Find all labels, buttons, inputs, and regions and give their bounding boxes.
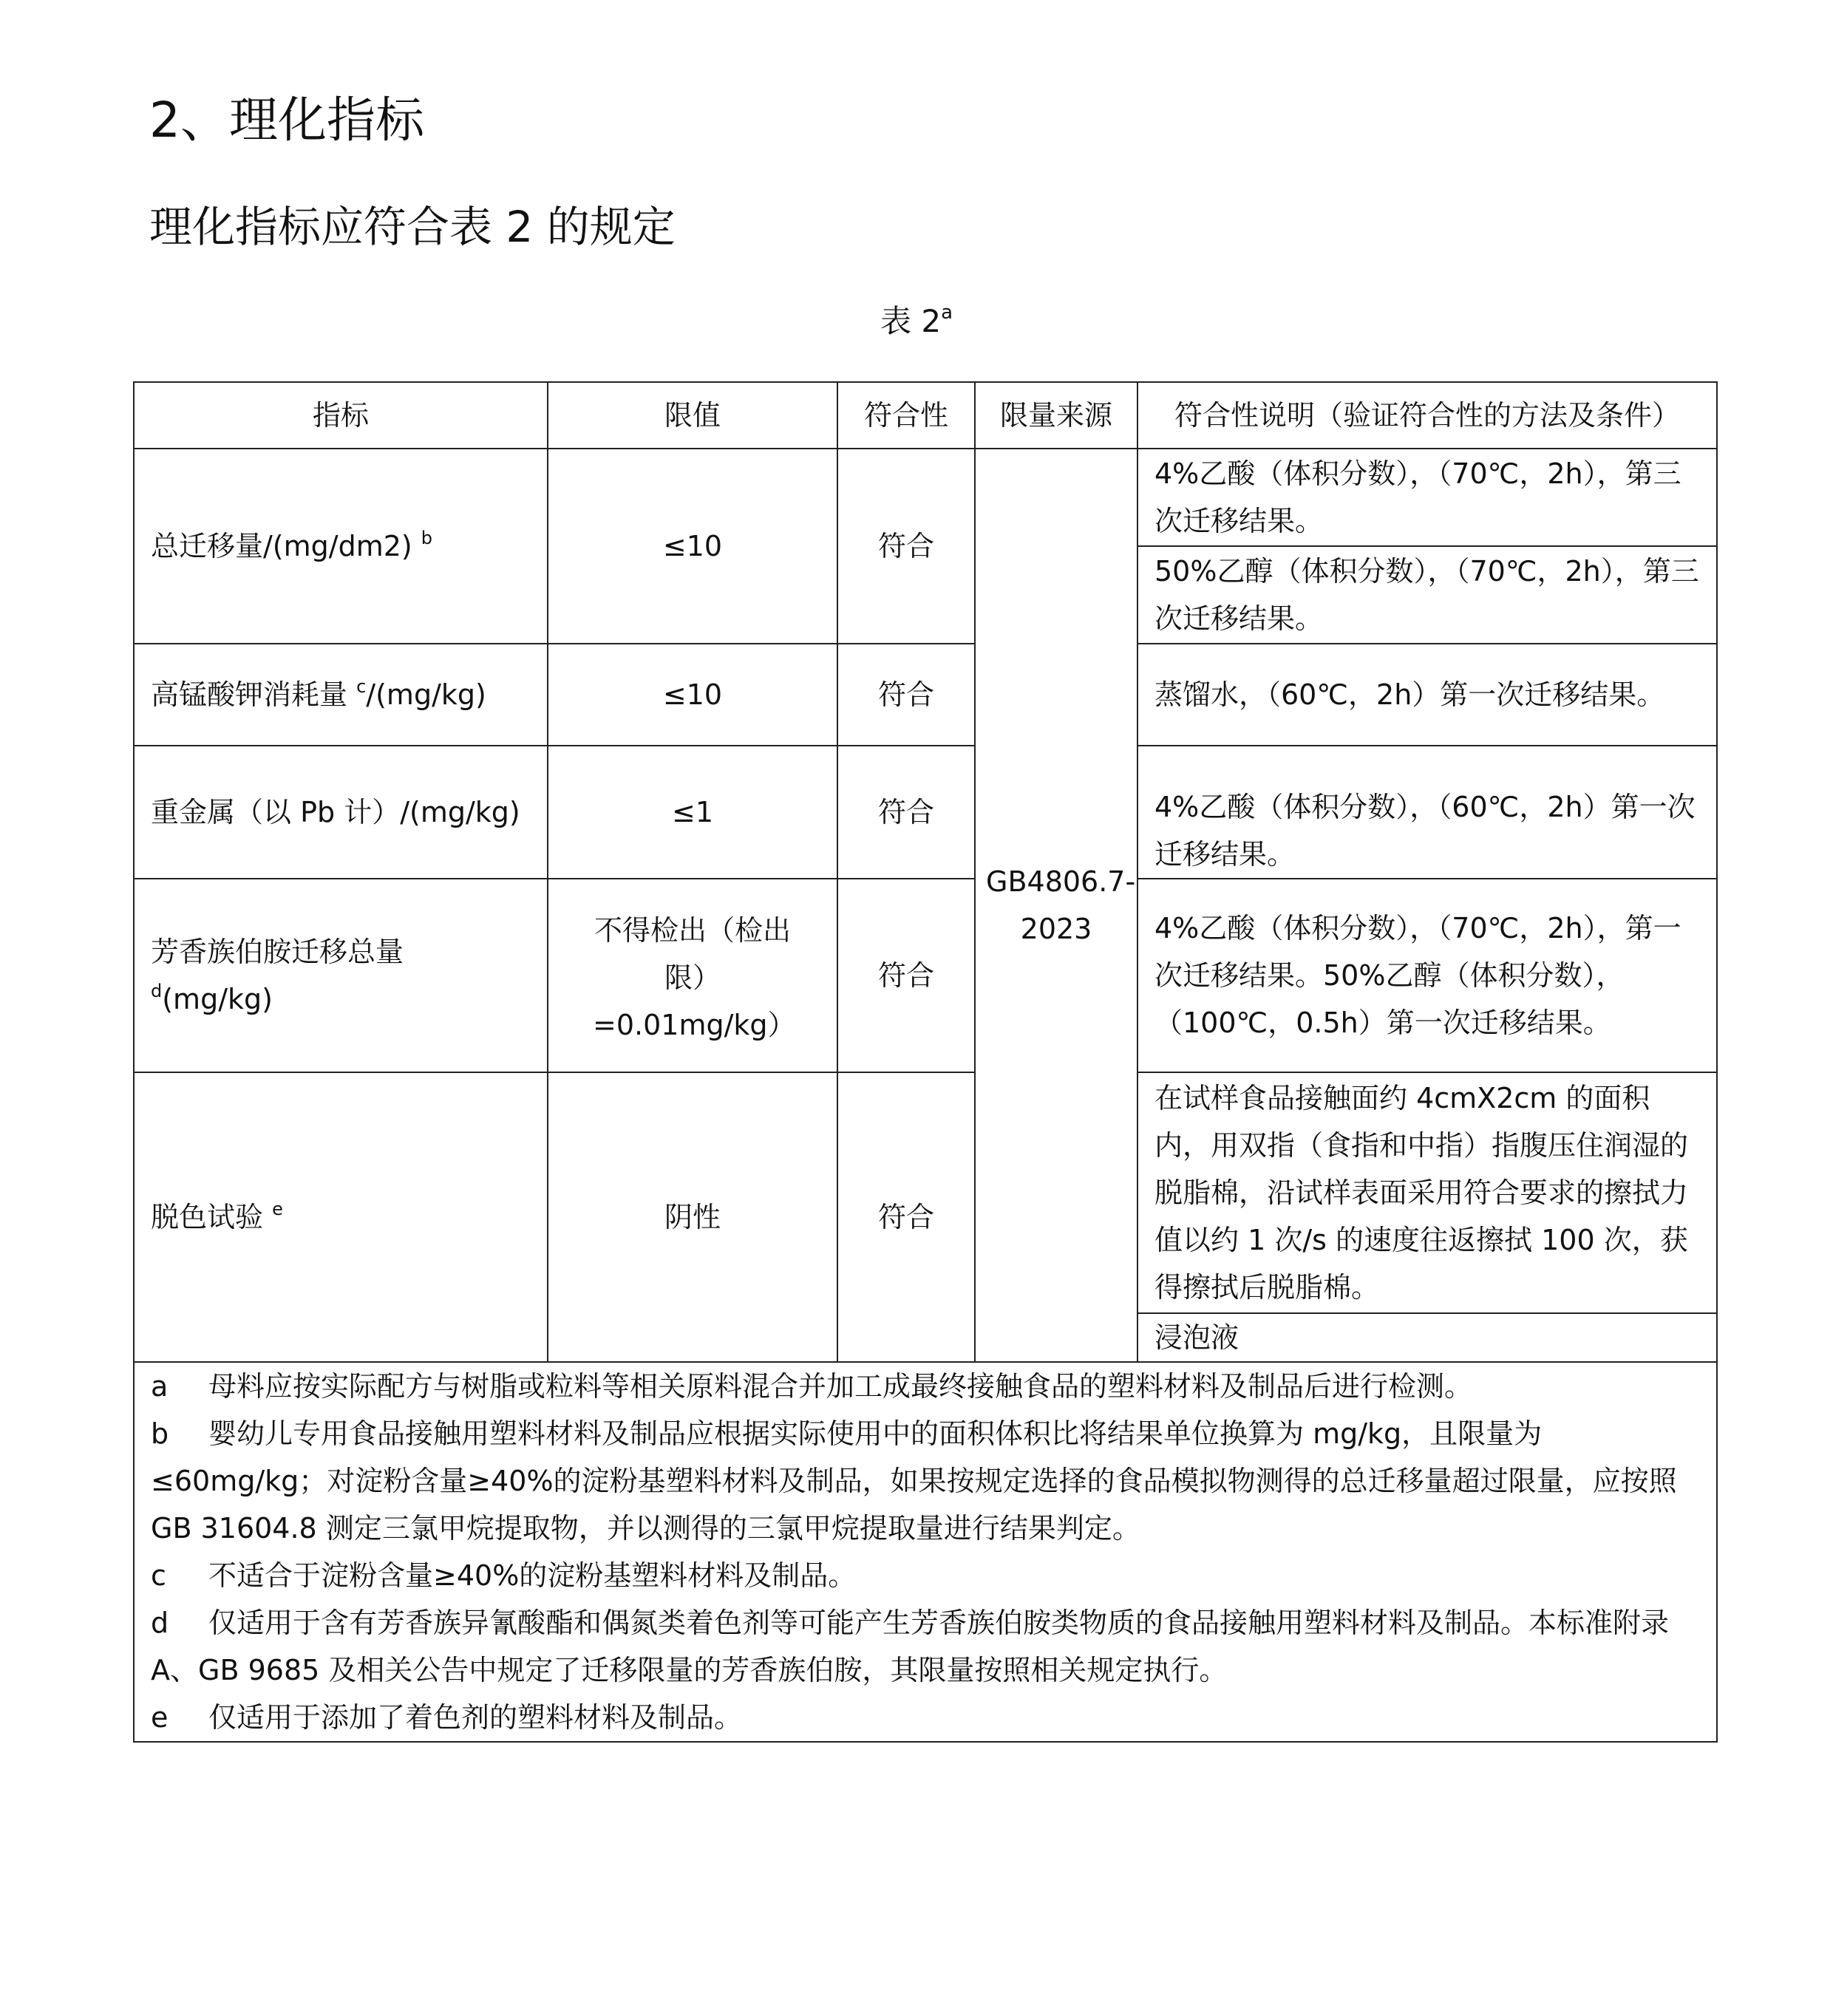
indicator-cell: 总迁移量/(mg/dm2) $^b$ [134, 449, 548, 644]
indicator-cell: 高锰酸钾消耗量 $^c$/(mg/kg) [134, 644, 548, 746]
limit-cell: ≤1 [548, 746, 837, 879]
limit-cell: ≤10 [548, 644, 837, 746]
description-cell: 50%乙醇（体积分数），（70℃，2h），第三次迁移结果。 [1137, 546, 1717, 644]
header-description: 符合性说明（验证符合性的方法及条件） [1137, 382, 1717, 449]
header-compliance: 符合性 [837, 382, 975, 449]
table-row [134, 449, 1717, 546]
header-limit: 限值 [548, 382, 837, 449]
indicator-cell: 脱色试验 $^e$ [134, 1072, 548, 1362]
table-row [134, 746, 1717, 879]
table-caption [0, 296, 1833, 347]
footnote-c: c 不适合于淀粉含量≥40%的淀粉基塑料材料及制品。 [151, 1559, 857, 1592]
compliance-cell: 符合 [837, 1072, 975, 1362]
header-indicator: 指标 [134, 382, 548, 449]
description-cell: 蒸馏水，（60℃，2h）第一次迁移结果。 [1137, 644, 1717, 746]
limit-cell: 不得检出（检出限）=0.01mg/kg） [548, 879, 837, 1072]
limit-cell: 阴性 [548, 1072, 837, 1362]
description-cell: 4%乙酸（体积分数），（60℃，2h）第一次迁移结果。 [1137, 746, 1717, 879]
indicator-cell: 重金属（以 Pb 计）/(mg/kg) [134, 746, 548, 879]
compliance-cell: 符合 [837, 449, 975, 644]
section-subheading: 理化指标应符合表 2 的规定 [149, 202, 676, 252]
table-caption-sup: a [941, 302, 953, 324]
source-cell: GB4806.7-2023 [975, 449, 1137, 1362]
description-cell: 在试样食品接触面约 4cmX2cm 的面积内，用双指（食指和中指）指腹压住润湿的脱脂棉，沿试样表面采用符合要求的擦拭力值以约 1 次/s 的速度往返擦拭 100 次，获得擦拭后脱脂棉。 [1137, 1072, 1717, 1313]
section-heading: 2、理化指标 [149, 92, 424, 149]
spec-table [133, 381, 1718, 1743]
table-row [134, 644, 1717, 746]
limit-cell: ≤10 [548, 449, 837, 644]
compliance-cell: 符合 [837, 746, 975, 879]
header-source: 限量来源 [975, 382, 1137, 449]
table-caption-text: 表 2 [880, 303, 942, 339]
compliance-cell: 符合 [837, 879, 975, 1072]
description-cell: 4%乙酸（体积分数），（70℃，2h），第一次迁移结果。50%乙醇（体积分数），（100℃，0.5h）第一次迁移结果。 [1137, 879, 1717, 1072]
compliance-cell: 符合 [837, 644, 975, 746]
footnotes-row [134, 1362, 1717, 1742]
footnote-e: e 仅适用于添加了着色剂的塑料材料及制品。 [151, 1701, 743, 1734]
indicator-cell: 芳香族伯胺迁移总量 $^d$(mg/kg) [134, 879, 548, 1072]
description-cell: 4%乙酸（体积分数），（70℃，2h），第三次迁移结果。 [1137, 449, 1717, 546]
table-row [134, 1072, 1717, 1313]
footnote-a: a 母料应按实际配方与树脂或粒料等相关原料混合并加工成最终接触食品的塑料材料及制品后进行检测。 [151, 1370, 1473, 1403]
table-header-row [134, 382, 1717, 449]
footnotes-cell [134, 1362, 1717, 1742]
description-cell: 浸泡液 [1137, 1313, 1717, 1362]
table-row [134, 879, 1717, 1072]
footnote-b: b 婴幼儿专用食品接触用塑料材料及制品应根据实际使用中的面积体积比将结果单位换算为 mg/kg，且限量为≤60mg/kg；对淀粉含量≥40%的淀粉基塑料材料及制品，如果按规定选择的食品模拟物测得的总迁移量超过限量，应按照 GB 31604.8 测定三氯甲烷提取物，并以测得的三氯甲烷提取量进行结果判定。 [151, 1417, 1677, 1545]
footnote-d: d 仅适用于含有芳香族异氰酸酯和偶氮类着色剂等可能产生芳香族伯胺类物质的食品接触用塑料材料及制品。本标准附录 A、GB 9685 及相关公告中规定了迁移限量的芳香族伯胺，其限量按照相关规定执行。 [151, 1607, 1670, 1686]
